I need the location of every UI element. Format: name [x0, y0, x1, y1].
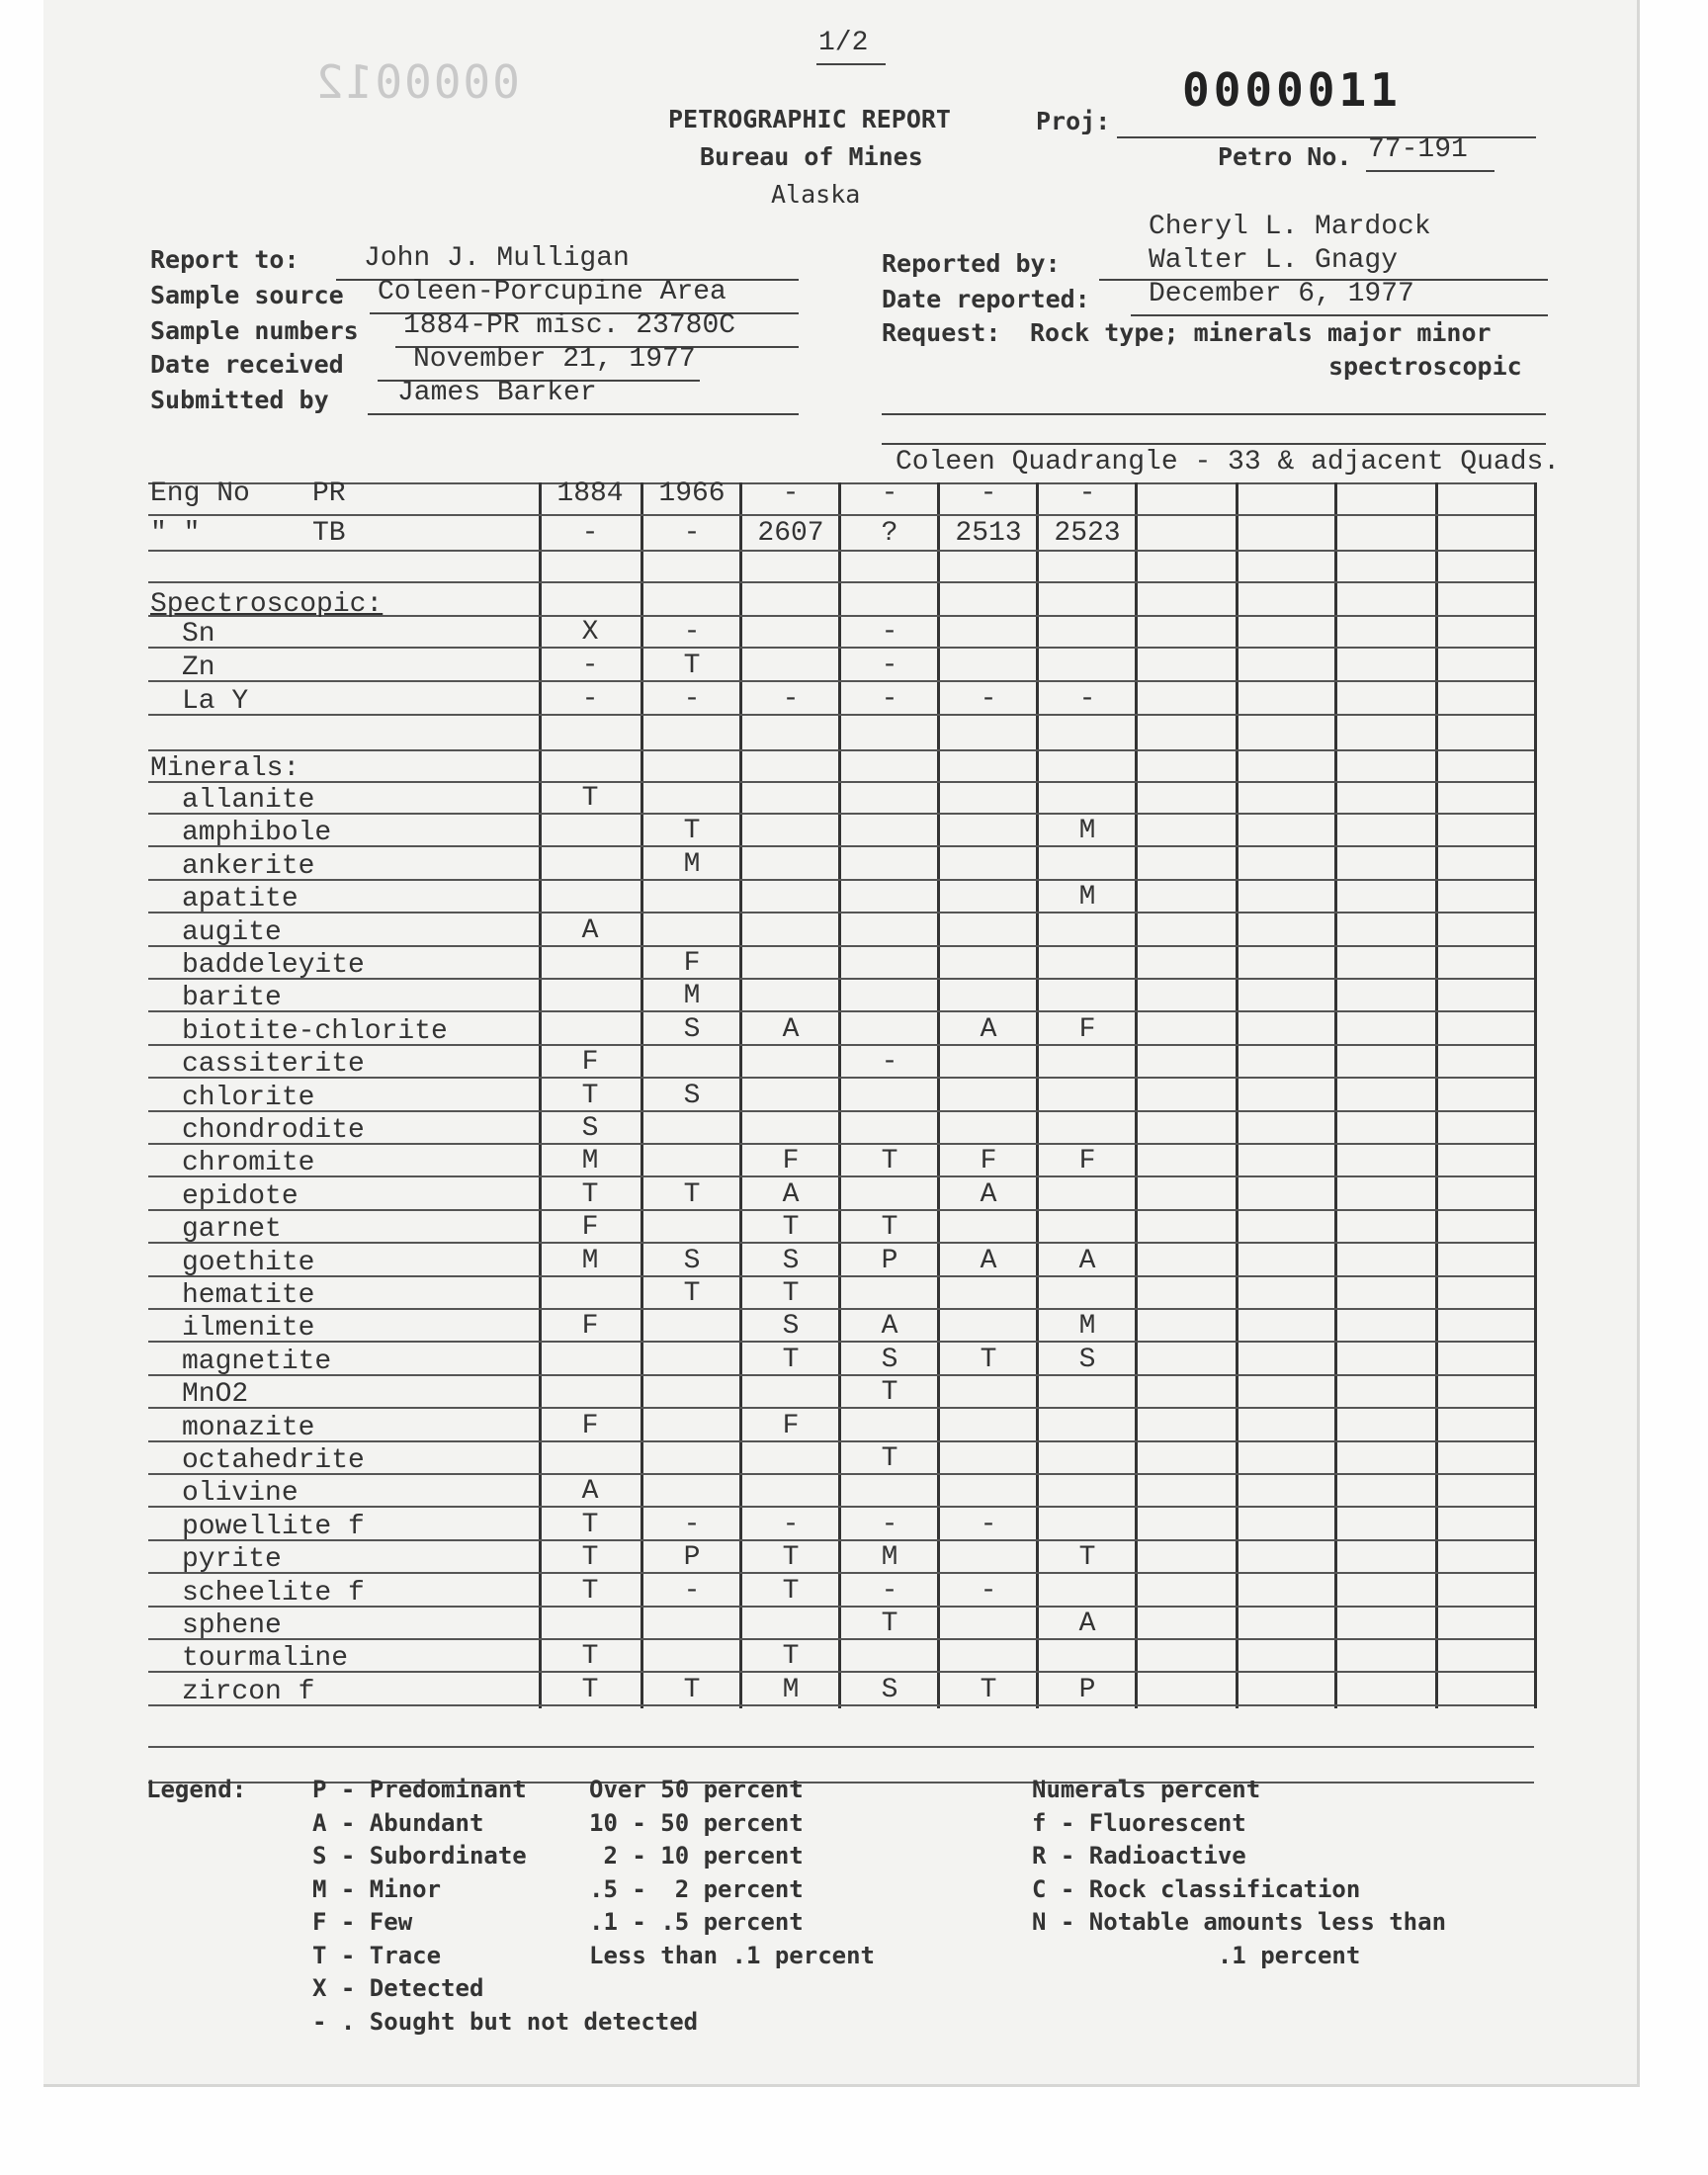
- value-cell: -: [980, 1575, 997, 1607]
- value-cell: -: [683, 617, 701, 648]
- page-underline: [816, 63, 886, 65]
- mineral-name: olivine: [182, 1478, 299, 1510]
- mineral-name: hematite: [182, 1280, 315, 1311]
- row-rule: [148, 514, 1534, 516]
- value-cell: T: [683, 1178, 701, 1210]
- mineral-name: chromite: [182, 1148, 315, 1179]
- mineral-name: baddeleyite: [182, 950, 365, 981]
- row-rule: [148, 1440, 1534, 1442]
- value-cell: T: [782, 1344, 800, 1375]
- minerals-heading: Minerals:: [150, 753, 300, 784]
- bureau-name: Bureau of Mines: [700, 142, 923, 171]
- value-cell: -: [683, 684, 701, 715]
- date-received-value: November 21, 1977: [413, 344, 696, 375]
- request-value-1: Rock type; minerals major minor: [1030, 318, 1492, 347]
- row-rule: [148, 550, 1534, 552]
- value-cell: T: [782, 1212, 800, 1244]
- legend-code: A - Abundant: [312, 1808, 484, 1837]
- date-reported-value: December 6, 1977: [1149, 279, 1414, 309]
- header-cell: -: [881, 478, 898, 509]
- legend-code: S - Subordinate: [312, 1842, 527, 1870]
- row-rule: [148, 749, 1534, 751]
- value-cell: T: [980, 1674, 997, 1705]
- value-cell: T: [581, 1575, 599, 1607]
- value-cell: A: [581, 1476, 599, 1508]
- value-cell: T: [581, 1080, 599, 1111]
- value-cell: S: [683, 1013, 701, 1045]
- value-cell: F: [683, 948, 701, 979]
- mineral-name: epidote: [182, 1180, 299, 1212]
- value-cell: M: [683, 981, 701, 1012]
- petro-number: 77-191: [1368, 134, 1468, 165]
- header-row-sub: TB: [312, 518, 346, 549]
- row-rule: [148, 1671, 1534, 1673]
- element-name: La Y: [182, 686, 249, 717]
- header-cell: -: [581, 518, 599, 549]
- value-cell: T: [581, 1674, 599, 1705]
- value-cell: M: [581, 1245, 599, 1276]
- value-cell: M: [782, 1674, 800, 1705]
- header-row-label: Eng No: [150, 478, 250, 509]
- value-cell: S: [683, 1245, 701, 1276]
- column-divider: [1534, 482, 1537, 1708]
- mineral-name: magnetite: [182, 1346, 332, 1377]
- value-cell: T: [881, 1609, 898, 1639]
- mineral-name: scheelite f: [182, 1577, 365, 1609]
- legend-note: C - Rock classification: [1032, 1874, 1361, 1903]
- legend-note: Numerals percent: [1032, 1776, 1261, 1803]
- value-cell: S: [881, 1344, 898, 1375]
- report-title: PETROGRAPHIC REPORT: [668, 105, 951, 133]
- value-cell: T: [581, 1641, 599, 1673]
- value-cell: A: [1078, 1609, 1096, 1639]
- value-cell: M: [683, 848, 701, 880]
- value-cell: S: [581, 1113, 599, 1144]
- legend-range: .5 - 2 percent: [589, 1874, 804, 1903]
- header-cell: -: [980, 478, 997, 509]
- state-name: Alaska: [771, 180, 861, 209]
- row-rule: [148, 581, 1534, 583]
- mineral-name: ankerite: [182, 850, 315, 882]
- mineral-name: allanite: [182, 785, 315, 816]
- reported-by-value-2: Walter L. Gnagy: [1149, 245, 1399, 276]
- value-cell: F: [782, 1146, 800, 1177]
- mineral-name: cassiterite: [182, 1049, 365, 1081]
- mineral-name: biotite-chlorite: [182, 1015, 448, 1047]
- row-rule: [148, 1209, 1534, 1211]
- value-cell: -: [980, 1509, 997, 1540]
- value-cell: T: [881, 1146, 898, 1177]
- mineral-name: pyrite: [182, 1544, 282, 1576]
- mineral-name: goethite: [182, 1247, 315, 1278]
- header-cell: 2607: [757, 518, 824, 549]
- legend-range: 2 - 10 percent: [589, 1842, 804, 1870]
- row-rule: [148, 879, 1534, 881]
- value-cell: A: [782, 1013, 800, 1045]
- row-rule: [148, 781, 1534, 783]
- sample-source-value: Coleen-Porcupine Area: [378, 277, 726, 307]
- mineral-name: zircon f: [182, 1676, 315, 1707]
- column-divider: [1435, 482, 1438, 1708]
- row-rule: [148, 1308, 1534, 1310]
- request-value-2: spectroscopic: [1328, 352, 1522, 381]
- legend-range: Less than .1 percent: [589, 1941, 875, 1969]
- value-cell: -: [881, 684, 898, 715]
- row-rule: [148, 945, 1534, 947]
- value-cell: -: [980, 684, 997, 715]
- value-cell: S: [683, 1080, 701, 1111]
- mineral-name: barite: [182, 983, 282, 1014]
- value-cell: T: [782, 1575, 800, 1607]
- value-cell: S: [782, 1245, 800, 1276]
- row-rule: [148, 1506, 1534, 1508]
- header-cell: 1966: [658, 478, 726, 509]
- legend-code: F - Few: [312, 1908, 413, 1936]
- value-cell: T: [581, 1509, 599, 1540]
- value-cell: F: [581, 1047, 599, 1079]
- petro-label: Petro No.: [1218, 142, 1352, 171]
- value-cell: -: [881, 1575, 898, 1607]
- value-cell: S: [782, 1311, 800, 1343]
- value-cell: T: [782, 1278, 800, 1309]
- column-divider: [1135, 482, 1138, 1708]
- value-cell: A: [980, 1013, 997, 1045]
- value-cell: T: [683, 816, 701, 847]
- mineral-name: chlorite: [182, 1082, 315, 1113]
- proj-field: [1117, 136, 1536, 138]
- value-cell: T: [683, 651, 701, 681]
- request-label: Request:: [882, 318, 1001, 347]
- mineral-name: ilmenite: [182, 1313, 315, 1345]
- reported-by-value-1: Cheryl L. Mardock: [1149, 212, 1431, 242]
- value-cell: M: [1078, 882, 1096, 914]
- value-cell: F: [581, 1410, 599, 1441]
- header-cell: -: [782, 478, 800, 509]
- legend-code: M - Minor: [312, 1874, 442, 1903]
- date-received-label: Date received: [150, 350, 344, 379]
- value-cell: A: [782, 1178, 800, 1210]
- value-cell: -: [1078, 684, 1096, 715]
- value-cell: -: [782, 684, 800, 715]
- value-cell: A: [1078, 1245, 1096, 1276]
- element-name: Zn: [182, 652, 215, 683]
- page-indicator: 1/2: [818, 28, 869, 58]
- legend-code: T - Trace: [312, 1941, 442, 1969]
- value-cell: A: [980, 1178, 997, 1210]
- value-cell: S: [881, 1674, 898, 1705]
- legend-note: .1 percent: [1032, 1941, 1361, 1969]
- value-cell: -: [683, 1509, 701, 1540]
- header-cell: 2513: [955, 518, 1022, 549]
- mineral-name: powellite f: [182, 1511, 365, 1542]
- value-cell: -: [581, 651, 599, 681]
- mineral-name: octahedrite: [182, 1445, 365, 1476]
- value-cell: T: [581, 1542, 599, 1574]
- column-divider: [1334, 482, 1337, 1708]
- mineral-name: sphene: [182, 1610, 282, 1641]
- mineral-name: MnO2: [182, 1379, 249, 1411]
- value-cell: -: [683, 1575, 701, 1607]
- value-cell: F: [1078, 1013, 1096, 1045]
- header-row-label: " ": [150, 518, 201, 549]
- legend-code: P - Predominant: [312, 1776, 527, 1803]
- mineral-name: garnet: [182, 1214, 282, 1246]
- value-cell: P: [683, 1542, 701, 1574]
- header-cell: ?: [881, 518, 898, 549]
- value-cell: F: [782, 1410, 800, 1441]
- spectroscopic-heading: Spectroscopic:: [150, 589, 384, 620]
- mineral-name: tourmaline: [182, 1643, 349, 1675]
- value-cell: M: [881, 1542, 898, 1574]
- value-cell: T: [881, 1377, 898, 1409]
- row-rule: [148, 845, 1534, 847]
- mineral-name: monazite: [182, 1412, 315, 1443]
- quadrangle-line-top: [882, 443, 1546, 445]
- header-cell: 1884: [556, 478, 624, 509]
- value-cell: M: [1078, 1311, 1096, 1343]
- value-cell: A: [881, 1311, 898, 1343]
- value-cell: T: [980, 1344, 997, 1375]
- mineral-name: augite: [182, 916, 282, 948]
- report-to-label: Report to:: [150, 245, 299, 274]
- header-cell: -: [1078, 478, 1096, 509]
- header-cell: 2523: [1054, 518, 1121, 549]
- value-cell: T: [1078, 1542, 1096, 1574]
- value-cell: T: [782, 1542, 800, 1574]
- value-cell: A: [980, 1245, 997, 1276]
- legend-note: f - Fluorescent: [1032, 1808, 1246, 1837]
- value-cell: T: [581, 783, 599, 814]
- sample-source-label: Sample source: [150, 281, 344, 309]
- mineral-name: chondrodite: [182, 1115, 365, 1146]
- legend-note: N - Notable amounts less than: [1032, 1908, 1447, 1936]
- header-cell: -: [683, 518, 701, 549]
- legend-code: X - Detected: [312, 1974, 484, 2002]
- row-rule: [148, 912, 1534, 914]
- value-cell: -: [881, 617, 898, 648]
- reported-by-label: Reported by:: [882, 249, 1061, 278]
- row-rule: [148, 1010, 1534, 1012]
- value-cell: -: [782, 1509, 800, 1540]
- report-to-value: John J. Mulligan: [364, 243, 630, 274]
- value-cell: -: [881, 651, 898, 681]
- faded-stamp-number: 0000012: [314, 55, 520, 109]
- value-cell: F: [980, 1146, 997, 1177]
- value-cell: P: [1078, 1674, 1096, 1705]
- value-cell: T: [782, 1641, 800, 1673]
- value-cell: T: [581, 1178, 599, 1210]
- legend-range: 10 - 50 percent: [589, 1808, 804, 1837]
- legend-note: R - Radioactive: [1032, 1842, 1246, 1870]
- legend-range: .1 - .5 percent: [589, 1908, 804, 1936]
- document-number: 0000011: [1182, 63, 1402, 117]
- quadrangle-note: Coleen Quadrangle - 33 & adjacent Quads.: [896, 447, 1561, 478]
- sample-numbers-label: Sample numbers: [150, 316, 359, 345]
- mineral-name: apatite: [182, 884, 299, 915]
- value-cell: -: [881, 1509, 898, 1540]
- mineral-name: amphibole: [182, 818, 332, 849]
- value-cell: T: [881, 1212, 898, 1244]
- submitted-by-line: [368, 413, 799, 415]
- value-cell: F: [1078, 1146, 1096, 1177]
- date-reported-label: Date reported:: [882, 285, 1090, 313]
- value-cell: M: [581, 1146, 599, 1177]
- value-cell: -: [581, 684, 599, 715]
- value-cell: T: [881, 1443, 898, 1474]
- value-cell: -: [881, 1047, 898, 1079]
- submitted-by-label: Submitted by: [150, 386, 329, 414]
- legend-label: Legend:: [146, 1776, 247, 1803]
- value-cell: T: [683, 1278, 701, 1309]
- sample-numbers-value: 1884-PR misc. 23780C: [403, 310, 736, 341]
- value-cell: M: [1078, 816, 1096, 847]
- value-cell: X: [581, 617, 599, 648]
- date-reported-line: [1131, 314, 1548, 316]
- element-name: Sn: [182, 619, 215, 650]
- request-line: [882, 413, 1546, 415]
- legend-code: - . Sought but not detected: [312, 2007, 699, 2036]
- header-row-sub: PR: [312, 478, 346, 509]
- value-cell: A: [581, 914, 599, 946]
- value-cell: S: [1078, 1344, 1096, 1375]
- proj-label: Proj:: [1036, 107, 1111, 135]
- row-rule: [148, 813, 1534, 815]
- value-cell: F: [581, 1311, 599, 1343]
- submitted-by-value: James Barker: [397, 378, 597, 408]
- value-cell: F: [581, 1212, 599, 1244]
- column-divider: [1236, 482, 1238, 1708]
- table-bottom-rule: [148, 1746, 1534, 1748]
- legend-range: Over 50 percent: [589, 1776, 804, 1803]
- petro-field: [1366, 170, 1494, 172]
- row-rule: [148, 1110, 1534, 1112]
- value-cell: P: [881, 1245, 898, 1276]
- value-cell: T: [683, 1674, 701, 1705]
